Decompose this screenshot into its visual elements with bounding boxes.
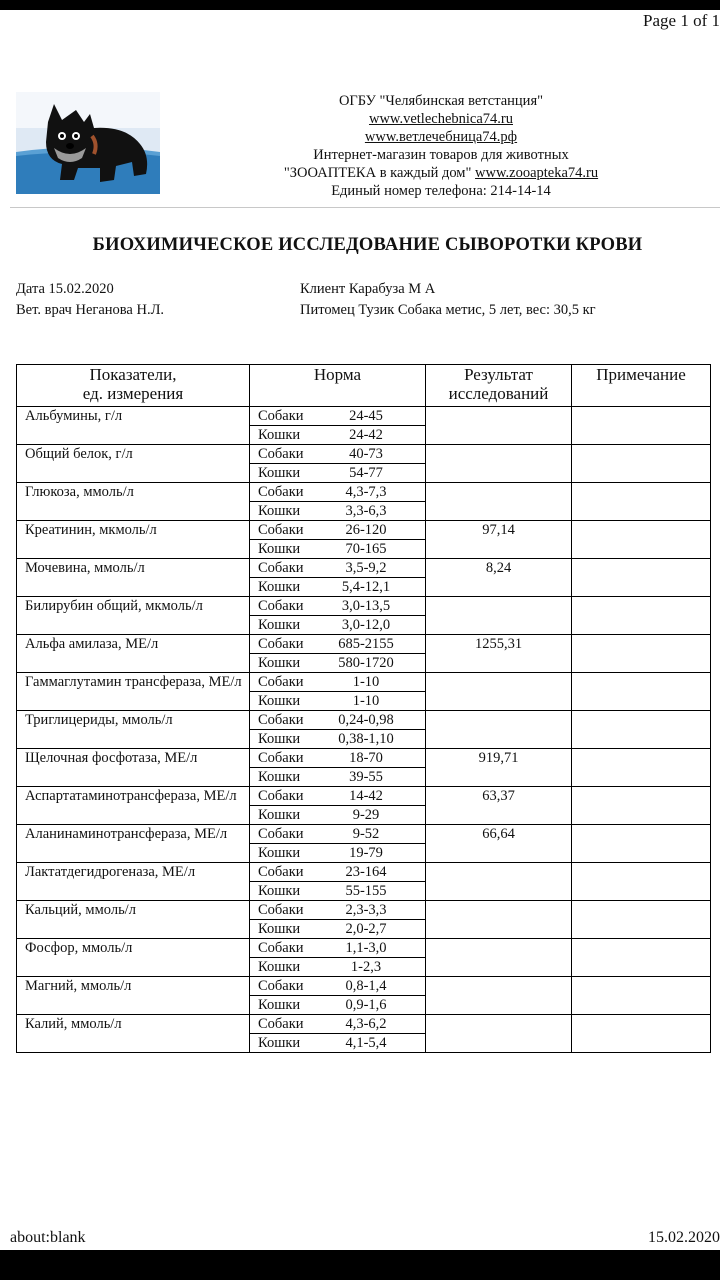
norm-value: 5,4-12,1: [341, 579, 391, 595]
indicator-name: Общий белок, г/л: [17, 445, 250, 483]
norm-cats: [250, 730, 426, 749]
site-link-1[interactable]: www.vetlechebnica74.ru: [368, 111, 513, 127]
result-value: 63,37: [426, 787, 572, 825]
norm-dogs: [250, 1015, 426, 1034]
note-cell: [572, 559, 711, 597]
note-cell: [572, 901, 711, 939]
norm-dogs: [250, 597, 426, 616]
norm-value: 14-42: [349, 788, 383, 804]
norm-value: 685-2155: [338, 636, 394, 652]
table-row: [17, 445, 711, 464]
norm-cats: [250, 426, 426, 445]
indicator-name: Магний, ммоль/л: [17, 977, 250, 1015]
results-table: [16, 364, 711, 1053]
norm-dogs: [250, 977, 426, 996]
note-cell: [572, 977, 711, 1015]
footer-date: 15.02.2020: [648, 1229, 720, 1246]
table-row: [17, 863, 711, 882]
note-cell: [572, 483, 711, 521]
species-label: Собаки: [258, 408, 304, 424]
table-row: [17, 939, 711, 958]
species-label: Собаки: [258, 636, 304, 652]
header-indicator: Показатели, ед. измерения: [17, 365, 250, 407]
norm-value: 24-42: [349, 427, 383, 443]
note-cell: [572, 597, 711, 635]
species-label: Кошки: [258, 503, 301, 519]
result-value: 8,24: [426, 559, 572, 597]
result-value: [426, 711, 572, 749]
norm-value: 2,0-2,7: [345, 921, 387, 937]
indicator-name: Гаммаглутамин трансфераза, МЕ/л: [17, 673, 250, 711]
result-value: 919,71: [426, 749, 572, 787]
norm-dogs: [250, 521, 426, 540]
norm-dogs: [250, 559, 426, 578]
norm-cats: [250, 464, 426, 483]
norm-value: 1-2,3: [350, 959, 382, 975]
header-result: Результат исследований: [426, 365, 572, 407]
table-row: [17, 1015, 711, 1034]
result-value: [426, 483, 572, 521]
result-value: [426, 939, 572, 977]
result-value: [426, 445, 572, 483]
norm-cats: [250, 1034, 426, 1053]
species-label: Собаки: [258, 1016, 304, 1032]
norm-value: 9-52: [352, 826, 380, 842]
norm-dogs: [250, 863, 426, 882]
species-label: Кошки: [258, 997, 301, 1013]
indicator-name: Глюкоза, ммоль/л: [17, 483, 250, 521]
note-cell: [572, 787, 711, 825]
species-label: Собаки: [258, 446, 304, 462]
indicator-name: Билирубин общий, мкмоль/л: [17, 597, 250, 635]
norm-value: 1-10: [352, 693, 380, 709]
norm-cats: [250, 958, 426, 977]
norm-cats: [250, 654, 426, 673]
note-cell: [572, 939, 711, 977]
shop-name: "ЗООАПТЕКА в каждый дом": [283, 165, 476, 181]
species-label: Собаки: [258, 788, 304, 804]
norm-value: 26-120: [345, 522, 387, 538]
norm-value: 2,3-3,3: [345, 902, 387, 918]
table-row: [17, 407, 711, 426]
norm-cats: [250, 502, 426, 521]
table-header-row: [17, 365, 711, 407]
species-label: Кошки: [258, 693, 301, 709]
header-norm: Норма: [250, 365, 426, 407]
norm-value: 3,3-6,3: [345, 503, 387, 519]
norm-value: 70-165: [345, 541, 387, 557]
norm-value: 24-45: [349, 408, 383, 424]
norm-cats: [250, 806, 426, 825]
norm-dogs: [250, 711, 426, 730]
result-value: [426, 1015, 572, 1053]
indicator-name: Калий, ммоль/л: [17, 1015, 250, 1053]
norm-cats: [250, 996, 426, 1015]
shop-line: Интернет-магазин товаров для животных: [313, 147, 569, 163]
table-row: [17, 597, 711, 616]
note-cell: [572, 635, 711, 673]
top-status-bar: [0, 0, 720, 10]
table-row: [17, 483, 711, 502]
table-row: [17, 787, 711, 806]
footer-url: about:blank: [10, 1229, 86, 1246]
note-cell: [572, 445, 711, 483]
indicator-name: Кальций, ммоль/л: [17, 901, 250, 939]
species-label: Кошки: [258, 579, 301, 595]
table-row: [17, 559, 711, 578]
indicator-name: Фосфор, ммоль/л: [17, 939, 250, 977]
indicator-name: Аланинаминотрансфераза, МЕ/л: [17, 825, 250, 863]
note-cell: [572, 711, 711, 749]
result-value: 97,14: [426, 521, 572, 559]
species-label: Кошки: [258, 541, 301, 557]
norm-cats: [250, 768, 426, 787]
site-link-2[interactable]: www.ветлечебница74.рф: [364, 129, 518, 145]
norm-value: 4,1-5,4: [345, 1035, 387, 1051]
norm-dogs: [250, 635, 426, 654]
norm-value: 54-77: [349, 465, 383, 481]
page-title: БИОХИМИЧЕСКОЕ ИССЛЕДОВАНИЕ СЫВОРОТКИ КРОВИ: [92, 235, 643, 255]
org-name: ОГБУ "Челябинская ветстанция": [338, 93, 544, 109]
norm-dogs: [250, 901, 426, 920]
species-label: Кошки: [258, 427, 301, 443]
norm-value: 0,9-1,6: [345, 997, 387, 1013]
table-row: [17, 711, 711, 730]
norm-value: 39-55: [349, 769, 383, 785]
indicator-name: Мочевина, ммоль/л: [17, 559, 250, 597]
species-label: Кошки: [258, 883, 301, 899]
norm-cats: [250, 920, 426, 939]
species-label: Собаки: [258, 712, 304, 728]
result-value: [426, 901, 572, 939]
note-cell: [572, 1015, 711, 1053]
indicator-name: Триглицериды, ммоль/л: [17, 711, 250, 749]
species-label: Собаки: [258, 940, 304, 956]
norm-value: 18-70: [349, 750, 383, 766]
species-label: Кошки: [258, 807, 301, 823]
norm-value: 55-155: [345, 883, 387, 899]
phone-line: Единый номер телефона: 214-14-14: [331, 183, 551, 199]
note-cell: [572, 825, 711, 863]
species-label: Кошки: [258, 845, 301, 861]
species-label: Кошки: [258, 731, 301, 747]
species-label: Собаки: [258, 978, 304, 994]
result-value: 1255,31: [426, 635, 572, 673]
note-cell: [572, 749, 711, 787]
norm-value: 0,38-1,10: [338, 731, 394, 747]
result-value: [426, 673, 572, 711]
species-label: Собаки: [258, 902, 304, 918]
result-value: [426, 597, 572, 635]
shop-name-line: [200, 164, 682, 182]
scottish-terrier-logo: [16, 92, 160, 194]
species-label: Собаки: [258, 864, 304, 880]
species-label: Собаки: [258, 826, 304, 842]
result-value: [426, 977, 572, 1015]
table-row: [17, 977, 711, 996]
indicator-name: Альфа амилаза, МЕ/л: [17, 635, 250, 673]
norm-cats: [250, 616, 426, 635]
header-note: Примечание: [572, 365, 711, 407]
norm-value: 40-73: [349, 446, 383, 462]
page-counter: Page 1 of 1: [643, 11, 720, 30]
shop-site-link[interactable]: www.zooapteka74.ru: [475, 165, 599, 181]
norm-dogs: [250, 749, 426, 768]
norm-dogs: [250, 445, 426, 464]
norm-value: 4,3-6,2: [345, 1016, 387, 1032]
species-label: Собаки: [258, 674, 304, 690]
norm-value: 4,3-7,3: [345, 484, 387, 500]
indicator-name: Щелочная фосфотаза, МЕ/л: [17, 749, 250, 787]
norm-cats: [250, 882, 426, 901]
header-divider: [10, 207, 720, 208]
species-label: Собаки: [258, 484, 304, 500]
indicator-name: Аспартатаминотрансфераза, МЕ/л: [17, 787, 250, 825]
species-label: Собаки: [258, 560, 304, 576]
note-cell: [572, 521, 711, 559]
norm-dogs: [250, 939, 426, 958]
norm-dogs: [250, 407, 426, 426]
norm-value: 0,8-1,4: [345, 978, 387, 994]
norm-value: 19-79: [349, 845, 383, 861]
norm-dogs: [250, 825, 426, 844]
meta-date: Дата 15.02.2020: [16, 281, 114, 297]
indicator-name: Лактатдегидрогеназа, МЕ/л: [17, 863, 250, 901]
result-value: [426, 407, 572, 445]
table-row: [17, 673, 711, 692]
norm-value: 0,24-0,98: [338, 712, 394, 728]
species-label: Кошки: [258, 655, 301, 671]
result-value: [426, 863, 572, 901]
norm-cats: [250, 844, 426, 863]
meta-client: Клиент Карабуза М А: [300, 281, 436, 297]
norm-dogs: [250, 787, 426, 806]
clinic-header: [200, 92, 682, 200]
result-value: 66,64: [426, 825, 572, 863]
table-row: [17, 749, 711, 768]
indicator-name: Альбумины, г/л: [17, 407, 250, 445]
norm-dogs: [250, 673, 426, 692]
table-row: [17, 901, 711, 920]
norm-cats: [250, 692, 426, 711]
norm-cats: [250, 578, 426, 597]
note-cell: [572, 673, 711, 711]
norm-value: 9-29: [352, 807, 380, 823]
table-row: [17, 825, 711, 844]
species-label: Кошки: [258, 617, 301, 633]
species-label: Кошки: [258, 1035, 301, 1051]
norm-value: 580-1720: [338, 655, 394, 671]
bottom-nav-bar: [0, 1250, 720, 1280]
norm-value: 1-10: [352, 674, 380, 690]
species-label: Кошки: [258, 465, 301, 481]
species-label: Кошки: [258, 921, 301, 937]
norm-value: 3,5-9,2: [345, 560, 387, 576]
table-row: [17, 521, 711, 540]
table-row: [17, 635, 711, 654]
species-label: Кошки: [258, 959, 301, 975]
meta-doctor: Вет. врач Неганова Н.Л.: [16, 302, 165, 318]
norm-cats: [250, 540, 426, 559]
norm-value: 3,0-12,0: [341, 617, 391, 633]
species-label: Кошки: [258, 769, 301, 785]
norm-value: 1,1-3,0: [345, 940, 387, 956]
note-cell: [572, 863, 711, 901]
species-label: Собаки: [258, 750, 304, 766]
species-label: Собаки: [258, 522, 304, 538]
norm-value: 23-164: [345, 864, 387, 880]
norm-dogs: [250, 483, 426, 502]
norm-value: 3,0-13,5: [341, 598, 391, 614]
meta-pet: Питомец Тузик Собака метис, 5 лет, вес: 30,5 кг: [300, 302, 596, 318]
note-cell: [572, 407, 711, 445]
species-label: Собаки: [258, 598, 304, 614]
indicator-name: Креатинин, мкмоль/л: [17, 521, 250, 559]
